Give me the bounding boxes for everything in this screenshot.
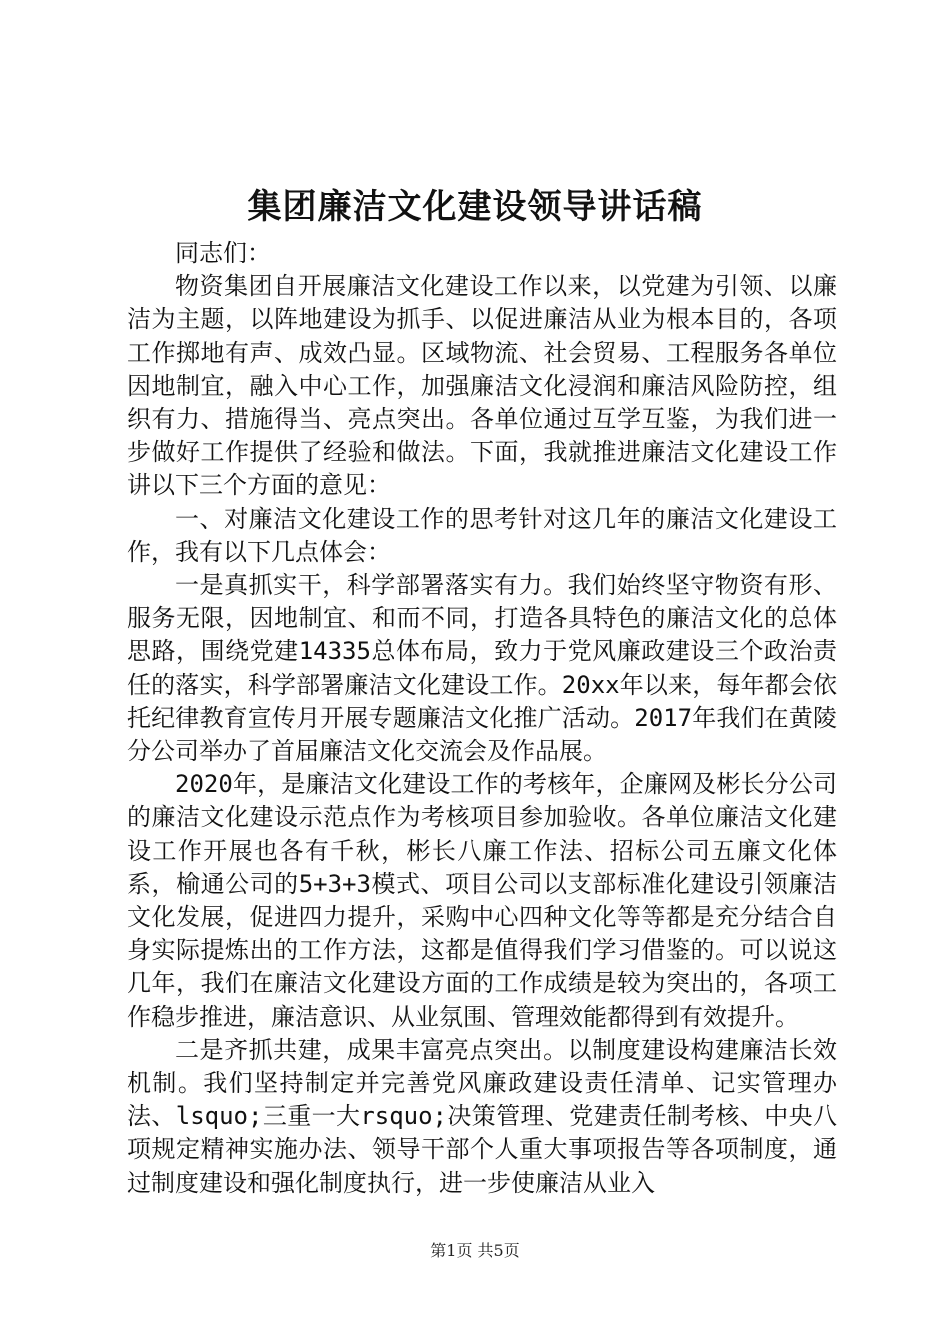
body-paragraph: 2020年，是廉洁文化建设工作的考核年，企廉网及彬长分公司的廉洁文化建设示范点作为考核项目参加验收。各单位廉洁文化建设工作开展也各有千秋，彬长八廉工作法、招标公司五廉文化体系，榆通公司的5+3+3模式、项目公司以支部标准化建设引领廉洁文化发展，促进四力提升，采购中心四种文化等等都是充分结合自身实际提炼出的工作方法，这都是值得我们学习借鉴的。可以说这几年，我们在廉洁文化建设方面的工作成绩是较为突出的，各项工作稳步推进，廉洁意识、从业氛围、管理效能都得到有效提升。 bbox=[127, 770, 837, 1031]
body-paragraph: 一是真抓实干，科学部署落实有力。我们始终坚守物资有形、服务无限，因地制宜、和而不同，打造各具特色的廉洁文化的总体思路，围绕党建14335总体布局，致力于党风廉政建设三个政治责任的落实，科学部署廉洁文化建设工作。20xx年以来，每年都会依托纪律教育宣传月开展专题廉洁文化推广活动。2017年我们在黄陵分公司举办了首届廉洁文化交流会及作品展。 bbox=[127, 571, 837, 766]
page-number-footer: 第1页 共5页 bbox=[430, 1241, 520, 1260]
document-title: 集团廉洁文化建设领导讲话稿 bbox=[247, 187, 703, 227]
body-paragraph: 二是齐抓共建，成果丰富亮点突出。以制度建设构建廉洁长效机制。我们坚持制定并完善党风廉政建设责任清单、记实管理办法、lsquo;三重一大rsquo;决策管理、党建责任制考核、中央八项规定精神实施办法、领导干部个人重大事项报告等各项制度，通过制度建设和强化制度执行，进一步使廉洁从业入 bbox=[127, 1035, 837, 1197]
body-paragraph: 物资集团自开展廉洁文化建设工作以来，以党建为引领、以廉洁为主题，以阵地建设为抓手、以促进廉洁从业为根本目的，各项工作掷地有声、成效凸显。区域物流、社会贸易、工程服务各单位因地制宜，融入中心工作，加强廉洁文化浸润和廉洁风险防控，组织有力、措施得当、亮点突出。各单位通过互学互鉴，为我们进一步做好工作提供了经验和做法。下面，我就推进廉洁文化建设工作讲以下三个方面的意见： bbox=[127, 272, 837, 500]
section-heading-paragraph: 一、对廉洁文化建设工作的思考针对这几年的廉洁文化建设工作，我有以下几点体会： bbox=[127, 504, 837, 566]
document-body bbox=[127, 237, 837, 1200]
salutation-paragraph: 同志们： bbox=[175, 239, 271, 267]
